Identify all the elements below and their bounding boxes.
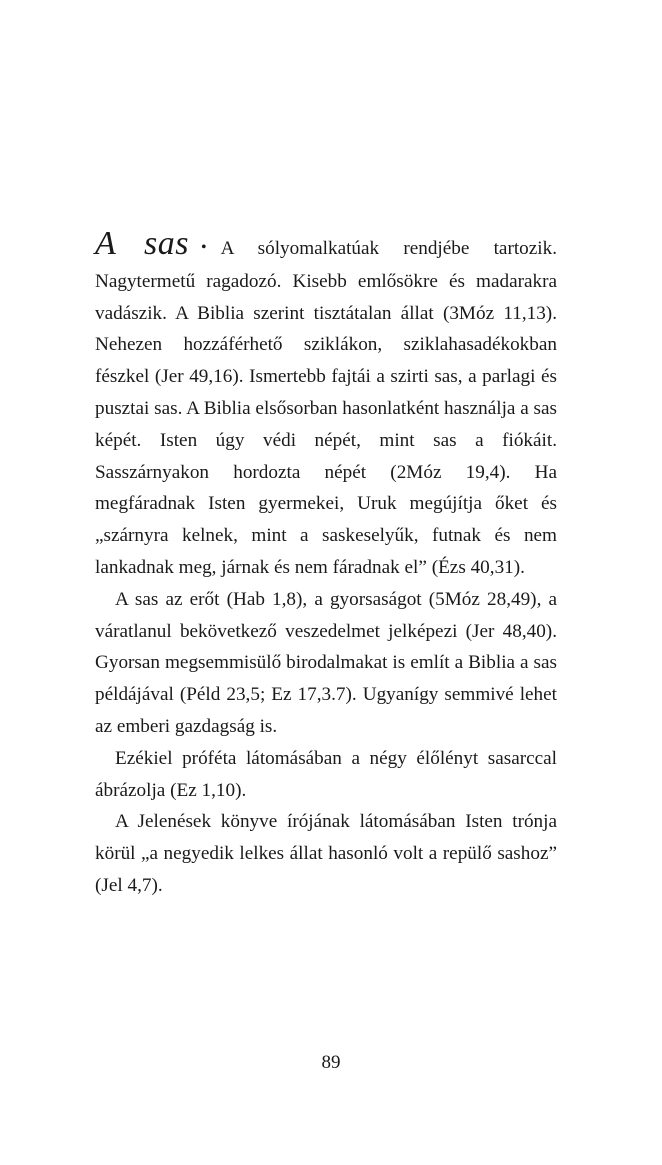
entry-text <box>95 225 557 902</box>
separator-bullet: • <box>201 239 207 256</box>
paragraph-ezekiel: Ezékiel próféta látomásában a négy élőlényt sasarccal ábrázolja (Ez 1,10). <box>95 747 557 801</box>
first-paragraph <box>95 225 557 584</box>
first-paragraph-text: A sólyomalkatúak rendjébe tartozik. Nagytermetű ragadozó. Kisebb emlősökre és madarakra vadászik. A Biblia szerint tisztátalan állat (3Móz 11,13). Nehezen hozzáférhető sziklákon, sziklahasadékokban fészkel (Jer 49,16). Ismertebb fajtái a szirti sas, a parlagi és pusztai sas. A Biblia elsősorban hasonlatként használja a sas képét. Isten úgy védi népét, mint sas a fiókáit. Sasszárnyakon hordozta népét (2Móz 19,4). Ha megfáradnak Isten gyermekei, Uruk megújítja őket és „szárnyra kelnek, mint a saskeselyűk, futnak és nem lankadnak meg, járnak és nem fáradnak el” (Ézs 40,31). <box>95 238 557 578</box>
page-number: 89 <box>321 1052 341 1073</box>
paragraph-revelation: A Jelenések könyve írójának látomásában Isten trónja körül „a negyedik lelkes állat hasonló volt a repülő sashoz” (Jel 4,7). <box>95 811 557 896</box>
paragraph-symbolism: A sas az erőt (Hab 1,8), a gyorsaságot (5Móz 28,49), a váratlanul bekövetkező veszedelmet jelképezi (Jer 48,40). Gyorsan megsemmisülő birodalmakat is említ a Biblia a sas példájával (Péld 23,5; Ez 17,3.7). Ugyanígy semmivé lehet az emberi gazdagság is. <box>95 588 557 737</box>
headword: A sas <box>95 225 190 262</box>
